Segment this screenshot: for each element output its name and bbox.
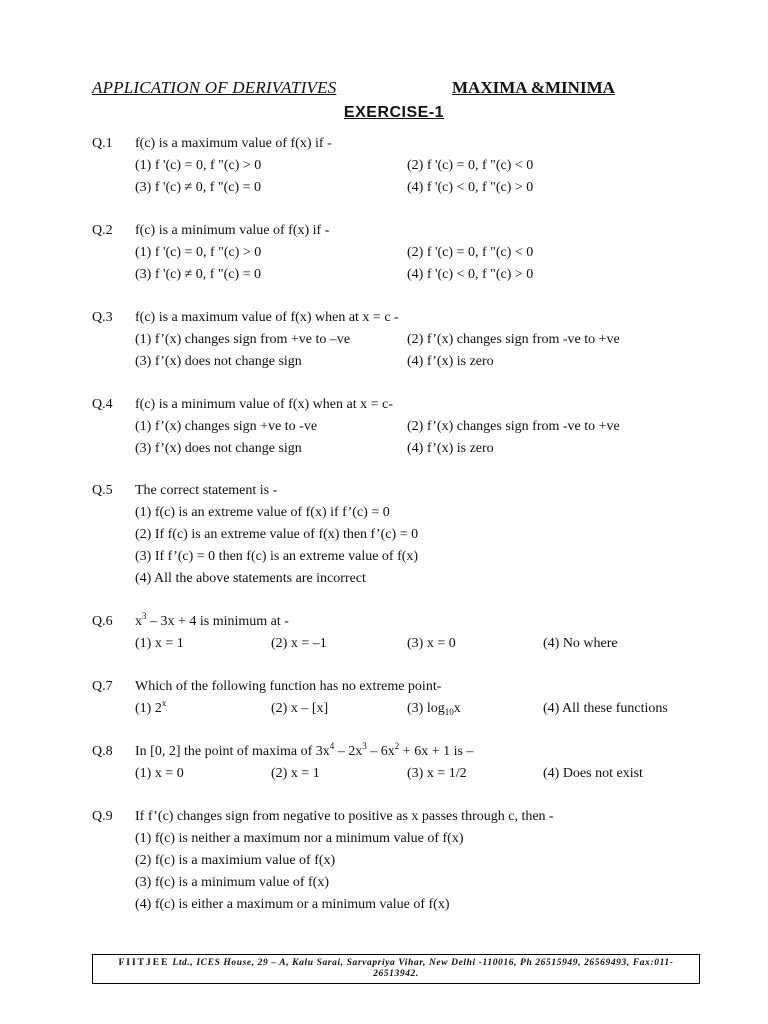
question-text bbox=[135, 741, 473, 763]
option-2: (2) x = 1 bbox=[271, 766, 320, 781]
exercise-heading: EXERCISE-1 bbox=[343, 104, 445, 121]
question-number: Q.5 bbox=[92, 483, 113, 498]
option-1: (1) f’(x) changes sign +ve to -ve bbox=[135, 419, 318, 434]
option-4: (4) Does not exist bbox=[543, 766, 643, 781]
option-2: (2) f '(c) = 0, f "(c) < 0 bbox=[407, 158, 534, 173]
exponent: 2 bbox=[394, 741, 400, 751]
option-4: (4) f '(c) < 0, f "(c) > 0 bbox=[407, 267, 534, 282]
option-1: (1) f(c) is neither a maximum nor a minimum value of f(x) bbox=[135, 831, 464, 846]
option-1: (1) f’(x) changes sign from +ve to –ve bbox=[135, 332, 351, 347]
option-4: (4) f’(x) is zero bbox=[407, 354, 494, 369]
option-text: x bbox=[453, 701, 461, 716]
question-text: f(c) is a maximum value of f(x) if - bbox=[135, 136, 332, 151]
option-1 bbox=[135, 698, 166, 720]
question-text bbox=[135, 611, 289, 633]
option-3: (3) If f’(c) = 0 then f(c) is an extreme value of f(x) bbox=[135, 549, 419, 564]
footer-address-box bbox=[92, 954, 700, 984]
option-3: (3) f '(c) ≠ 0, f "(c) = 0 bbox=[135, 267, 262, 282]
question-text: f(c) is a minimum value of f(x) if - bbox=[135, 223, 330, 238]
question-text: If f’(c) changes sign from negative to positive as x passes through c, then - bbox=[135, 809, 554, 824]
question-number: Q.9 bbox=[92, 809, 113, 824]
option-4: (4) f '(c) < 0, f "(c) > 0 bbox=[407, 180, 534, 195]
option-2: (2) f '(c) = 0, f "(c) < 0 bbox=[407, 245, 534, 260]
question-number: Q.2 bbox=[92, 223, 113, 238]
question-number: Q.1 bbox=[92, 136, 113, 151]
option-4: (4) No where bbox=[543, 636, 618, 651]
option-3: (3) f’(x) does not change sign bbox=[135, 354, 302, 369]
question-number: Q.3 bbox=[92, 310, 113, 325]
option-text: (1) 2 bbox=[135, 701, 162, 716]
subscript: 10 bbox=[444, 707, 454, 717]
option-3: (3) f '(c) ≠ 0, f "(c) = 0 bbox=[135, 180, 262, 195]
question-text: f(c) is a minimum value of f(x) when at x = c- bbox=[135, 397, 393, 412]
question-text: f(c) is a maximum value of f(x) when at x = c - bbox=[135, 310, 399, 325]
option-2: (2) f(c) is a maximium value of f(x) bbox=[135, 853, 336, 868]
option-2: (2) If f(c) is an extreme value of f(x) then f’(c) = 0 bbox=[135, 527, 419, 542]
exponent: 3 bbox=[362, 741, 367, 751]
option-3 bbox=[407, 698, 461, 720]
question-number: Q.8 bbox=[92, 744, 113, 759]
expr-part: In [0, 2] the point of maxima of 3x bbox=[135, 744, 330, 759]
exponent: x bbox=[161, 698, 167, 708]
question-number: Q.7 bbox=[92, 679, 113, 694]
topic-title: APPLICATION OF DERIVATIVES bbox=[92, 78, 337, 97]
option-2: (2) f’(x) changes sign from -ve to +ve bbox=[407, 332, 620, 347]
question-number: Q.6 bbox=[92, 614, 113, 629]
footer-fax: 26513942. bbox=[373, 969, 419, 979]
question-number: Q.4 bbox=[92, 397, 113, 412]
expr-part: x bbox=[135, 614, 142, 629]
footer-brand: FIITJEE bbox=[118, 958, 170, 968]
question-text: The correct statement is - bbox=[135, 483, 278, 498]
option-2: (2) x – [x] bbox=[271, 701, 329, 716]
option-3: (3) f’(x) does not change sign bbox=[135, 441, 302, 456]
subtopic-title: MAXIMA &MINIMA bbox=[452, 78, 615, 97]
footer-address: Ltd., ICES House, 29 – A, Kalu Sarai, Sarvapriya Vihar, New Delhi -110016, Ph 26515949, 26569493, Fax:011- bbox=[169, 958, 674, 968]
option-3: (3) f(c) is a minimum value of f(x) bbox=[135, 875, 329, 890]
expr-part: – 6x bbox=[366, 744, 395, 759]
option-4: (4) f(c) is either a maximum or a minimum value of f(x) bbox=[135, 897, 450, 912]
option-3: (3) x = 0 bbox=[407, 636, 456, 651]
option-text: (3) log bbox=[407, 701, 445, 716]
option-1: (1) f '(c) = 0, f "(c) > 0 bbox=[135, 158, 262, 173]
expr-part: – 2x bbox=[334, 744, 363, 759]
option-1: (1) x = 0 bbox=[135, 766, 184, 781]
exponent: 4 bbox=[329, 741, 335, 751]
option-4: (4) All the above statements are incorrect bbox=[135, 571, 366, 586]
option-4: (4) All these functions bbox=[543, 701, 668, 716]
option-4: (4) f’(x) is zero bbox=[407, 441, 494, 456]
expr-part: – 3x + 4 is minimum at - bbox=[146, 614, 289, 629]
option-1: (1) f '(c) = 0, f "(c) > 0 bbox=[135, 245, 262, 260]
question-text: Which of the following function has no extreme point- bbox=[135, 679, 442, 694]
option-3: (3) x = 1/2 bbox=[407, 766, 467, 781]
expr-part: + 6x + 1 is – bbox=[399, 744, 474, 759]
option-1: (1) x = 1 bbox=[135, 636, 184, 651]
exponent: 3 bbox=[142, 611, 147, 621]
option-2: (2) f’(x) changes sign from -ve to +ve bbox=[407, 419, 620, 434]
option-1: (1) f(c) is an extreme value of f(x) if f’(c) = 0 bbox=[135, 505, 390, 520]
option-2: (2) x = –1 bbox=[271, 636, 327, 651]
